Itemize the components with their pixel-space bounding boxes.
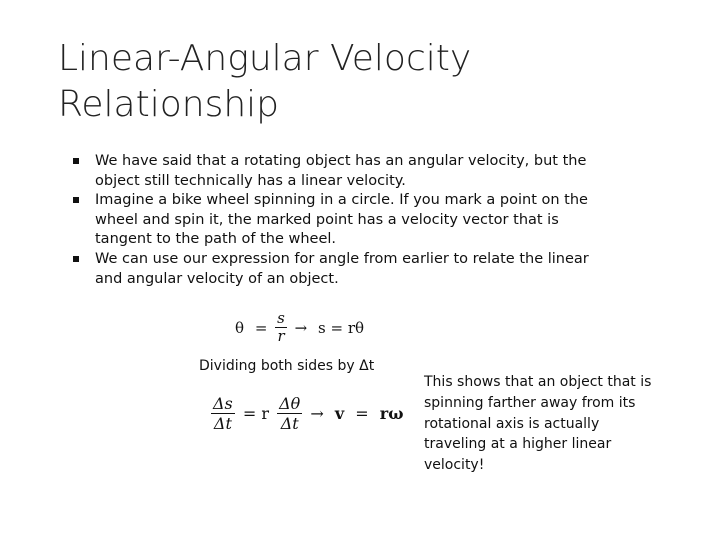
- fraction-numerator: Δs: [213, 394, 233, 413]
- dividing-note: Dividing both sides by Δt: [199, 358, 375, 374]
- fraction-denominator: Δt: [280, 414, 299, 433]
- fraction-numerator: Δθ: [279, 394, 301, 413]
- conclusion-note: This shows that an object that is spinning farther away from its rotational axis is actually traveling at a higher linear velocity!: [424, 374, 652, 474]
- equals-r: = r: [242, 404, 269, 423]
- fraction-denominator: r: [277, 327, 285, 345]
- angle-equation: [232, 310, 367, 352]
- fraction-numerator: s: [277, 309, 285, 327]
- equals-sign: =: [355, 404, 369, 423]
- theta-symbol: θ: [235, 318, 245, 337]
- bullet-angle-expression: We can use our expression for angle from earlier to relate the linear and angular velocity of an object.: [72, 250, 612, 289]
- fraction-denominator: Δt: [213, 414, 232, 433]
- slide-title: [58, 36, 678, 128]
- bullet-bike-wheel: Imagine a bike wheel spinning in a circle. If you mark a point on the wheel and spin it, the marked point has a velocity vector that is tangent to the path of the wheel.: [72, 191, 612, 250]
- arc-length-expression: s = rθ: [318, 318, 365, 337]
- slide-title-line-2: Relationship: [58, 84, 279, 125]
- s-over-r-fraction: [275, 310, 287, 345]
- equals-sign: =: [254, 318, 268, 337]
- velocity-symbol: v: [334, 404, 345, 423]
- delta-s-over-delta-t: [211, 394, 235, 433]
- arrow-icon: →: [294, 318, 308, 337]
- bullet-rotating-object: We have said that a rotating object has an angular velocity, but the object still technically has a linear velocity.: [72, 152, 612, 191]
- r-omega-symbol: rω: [379, 404, 404, 423]
- slide-title-line-1: Linear-Angular Velocity: [58, 38, 472, 79]
- delta-theta-over-delta-t: [277, 394, 302, 433]
- velocity-equation: [211, 394, 406, 433]
- bullet-list: [72, 152, 612, 289]
- arrow-icon: →: [310, 404, 324, 423]
